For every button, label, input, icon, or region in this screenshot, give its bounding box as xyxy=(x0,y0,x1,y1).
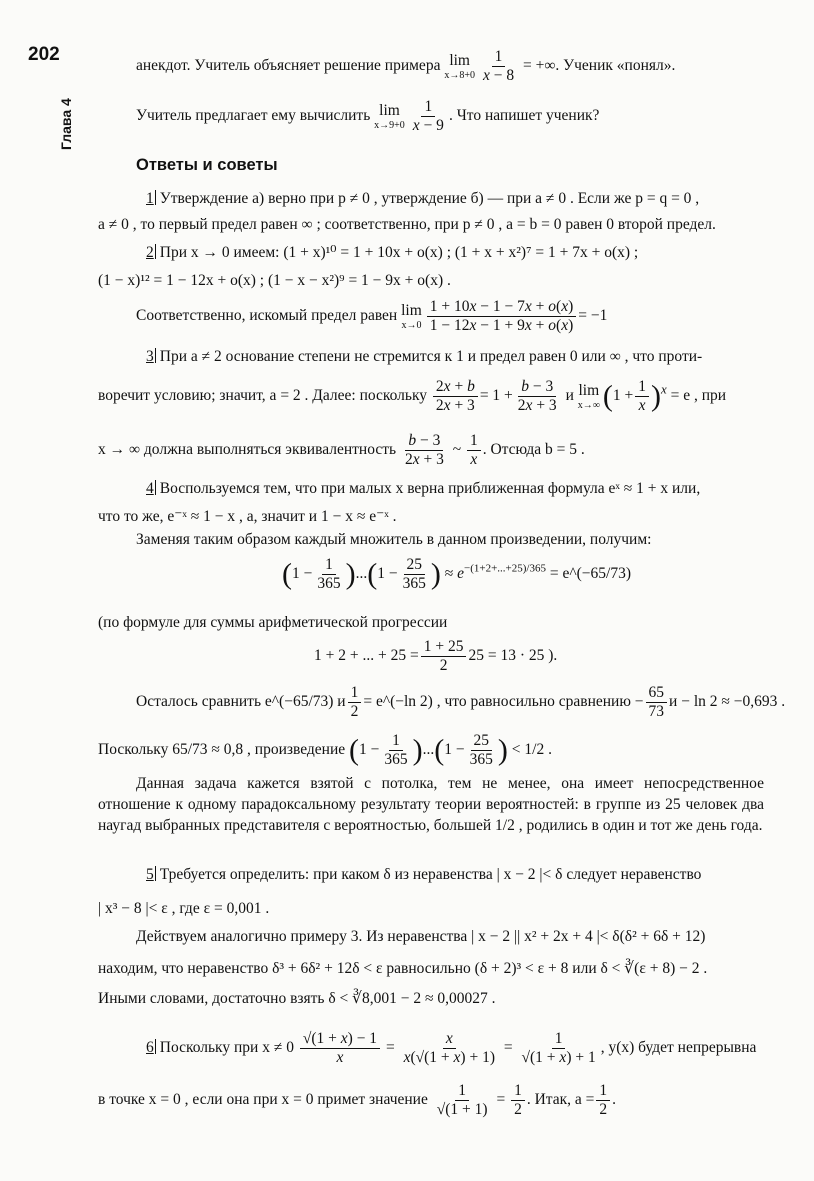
answer-4-line-6 xyxy=(136,684,785,721)
answer-2-line-3 xyxy=(136,298,607,335)
fraction: $\frac{1}{2}$ xyxy=(596,1082,610,1119)
fraction: $\frac{1}{x - 8}$ xyxy=(482,48,515,84)
answer-text: в точке x = 0 , если она при x = 0 примет значение xyxy=(98,1090,428,1108)
fraction: $\frac{1}{x}$ xyxy=(635,378,649,415)
answer-number: 4 xyxy=(146,480,154,497)
fraction: $\frac{1}{x - 9}$ xyxy=(412,98,444,134)
answer-text: = e^(−ln 2) , что равносильно сравнению − xyxy=(363,692,644,710)
fraction: $\frac{25}{365}$ xyxy=(469,732,493,768)
fraction: $\frac{x}{x(√(1 + x) + 1)}$ xyxy=(403,1030,495,1066)
fraction: $\frac{1 + 10x - 1 - 7x + o(x)}{1 - 12x - 1 + 9x + o(x)}$ xyxy=(427,298,577,335)
answer-number: 3 xyxy=(146,348,154,365)
answer-1-line-2: a ≠ 0 , то первый предел равен ∞ ; соответственно, при p ≠ 0 , a = b = 0 равен 0 второй предел. xyxy=(98,216,716,233)
answer-5-line-1 xyxy=(146,866,701,885)
section-heading: Ответы и советы xyxy=(136,156,278,174)
answer-6-line-1: 6 Поскольку при x ≠ 0 $\frac{√(1 + x) - 1}{x}$ = $\frac{x}{x(√(1 + x) + 1)}$ = $\frac{1}{√(1 + x) + 1}$ , y(x) будет непрерывна xyxy=(146,1030,757,1066)
fraction: $\frac{1}{2}$ xyxy=(511,1082,525,1119)
answer-4-line-1 xyxy=(146,480,700,499)
intro-text: анекдот. Учитель объясняет решение примера xyxy=(136,56,441,74)
fraction: $\frac{b - 3}{2x + 3}$ xyxy=(404,432,444,468)
intro-text: Учитель предлагает ему вычислить xyxy=(136,106,371,124)
page-number: 202 xyxy=(28,44,60,65)
answer-text: = e , при xyxy=(670,386,727,404)
answer-5-line-5: Иными словами, достаточно взять δ < ∛8,001 − 2 ≈ 0,00027 . xyxy=(98,990,496,1007)
answer-4-formula: (1 − $\frac{1}{365}$ )...(1 − $\frac{25}{365}$ ) ≈ $e^{-(1+2+...+25)/365}$ = e^(−65/73) xyxy=(282,556,631,592)
answer-text: 25 = 13 · 25 ). xyxy=(468,646,558,664)
fraction: $\frac{1}{365}$ xyxy=(317,556,341,592)
answer-3-line-3: x → ∞ должна выполняться эквивалентность $\frac{b - 3}{2x + 3}$ ~ $\frac{1}{x}$ . Отсюда b = 5 . xyxy=(98,432,585,468)
answer-4-line-7: Поскольку 65/73 ≈ 0,8 , произведение (1 − $\frac{1}{365}$ )...(1 − $\frac{25}{365}$ ) < 1/2 . xyxy=(98,732,552,768)
answer-text: Утверждение а) верно при p ≠ 0 , утверждение б) — при a ≠ 0 . Если же p = q = 0 , xyxy=(159,190,700,207)
answer-number: 6 xyxy=(146,1038,154,1056)
answer-number: 1 xyxy=(146,190,154,207)
answer-text: x → ∞ должна выполняться эквивалентность xyxy=(98,440,397,458)
intro-text: . Что напишет ученик? xyxy=(448,106,600,124)
answer-5-line-3: Действуем аналогично примеру 3. Из неравенства | x − 2 || x² + 2x + 4 |< δ(δ² + 6δ + 12) xyxy=(136,928,706,945)
answer-text: воречит условию; значит, a = 2 . Далее: поскольку xyxy=(98,386,428,404)
fraction: $\frac{2x + b}{2x + 3}$ xyxy=(433,378,478,415)
answer-4-line-5 xyxy=(314,638,557,675)
fraction: $\frac{1}{√(1 + x) + 1}$ xyxy=(521,1030,596,1066)
answer-5-line-2: | x³ − 8 |< ε , где ε = 0,001 . xyxy=(98,900,270,917)
answer-3-line-1 xyxy=(146,348,702,367)
intro-line-1: анекдот. Учитель объясняет решение примера lim x→8+0 $\frac{1}{x - 8}$ = +∞. Ученик «понял». xyxy=(136,48,676,84)
answer-number: 2 xyxy=(146,244,154,261)
answer-text: При a ≠ 2 основание степени не стремится к 1 и предел равен 0 или ∞ , что проти- xyxy=(159,348,703,365)
fraction: $\frac{25}{365}$ xyxy=(402,556,426,592)
answer-text: и xyxy=(565,386,574,404)
fraction: $\frac{65}{73}$ xyxy=(646,684,668,721)
answer-text: < 1/2 . xyxy=(511,740,552,758)
answer-text: = e^(−65/73) xyxy=(549,564,631,582)
limit: lim x→0 xyxy=(401,302,422,331)
answer-text: . Отсюда b = 5 . xyxy=(482,440,585,458)
limit: lim x→8+0 xyxy=(444,52,475,81)
answer-text: Осталось сравнить e^(−65/73) и xyxy=(136,692,346,710)
answer-1-line-1 xyxy=(146,190,699,209)
chapter-label: Глава 4 xyxy=(58,98,74,150)
answer-text: = −1 xyxy=(578,306,608,324)
answer-text: и − ln 2 ≈ −0,693 . xyxy=(669,692,786,710)
intro-line-2 xyxy=(136,98,599,135)
answer-2-line-2: (1 − x)¹² = 1 − 12x + o(x) ; (1 − x − x²)⁹ = 1 − 9x + o(x) . xyxy=(98,272,451,289)
answer-text: Поскольку 65/73 ≈ 0,8 , произведение xyxy=(98,740,346,758)
answer-text: = 1 + xyxy=(479,386,513,404)
answer-3-line-2: воречит условию; значит, a = 2 . Далее: поскольку $\frac{2x + b}{2x + 3}$ = 1 + $\frac{b - 3}{2x + 3}$ и lim x→∞ (1 + $\frac{1}{x}$ )$^x$ = e , при xyxy=(98,378,727,414)
limit: lim x→∞ xyxy=(577,382,600,411)
answer-text: , y(x) будет непрерывна xyxy=(600,1038,757,1056)
answer-text: Воспользуемся тем, что при малых x верна приближенная формула eˣ ≈ 1 + x или, xyxy=(159,480,701,497)
answer-4-line-3: Заменяя таким образом каждый множитель в данном произведении, получим: xyxy=(136,531,652,548)
fraction: $\frac{1}{2}$ xyxy=(348,684,362,721)
fraction: $\frac{1 + 25}{2}$ xyxy=(421,638,467,675)
answer-4-line-2: что то же, e⁻ˣ ≈ 1 − x , а, значит и 1 − x ≈ e⁻ˣ . xyxy=(98,508,397,525)
intro-text: . Ученик «понял». xyxy=(555,56,676,74)
answer-4-line-4: (по формуле для суммы арифметической прогрессии xyxy=(98,614,448,631)
answer-text: Требуется определить: при каком δ из неравенства | x − 2 |< δ следует неравенство xyxy=(159,866,702,883)
answer-text: Соответственно, искомый предел равен xyxy=(136,306,398,324)
answer-2-line-1 xyxy=(146,244,638,263)
fraction: $\frac{b - 3}{2x + 3}$ xyxy=(517,378,557,414)
fraction: $\frac{√(1 + x) - 1}{x}$ xyxy=(300,1030,380,1067)
fraction: $\frac{1}{x}$ xyxy=(467,432,481,469)
answer-text: . Итак, a = xyxy=(526,1090,595,1108)
limit: lim x→9+0 xyxy=(374,102,405,131)
answer-4-paragraph: Данная задача кажется взятой с потолка, тем не менее, она имеет непосредственное отношение к одному парадоксальному результату теории вероятностей: в группе из 25 человек два наугад выбранных представителя с вероятностью, большей 1/2 , родились в один и тот же день года. xyxy=(98,775,764,834)
answer-6-line-2: в точке x = 0 , если она при x = 0 примет значение $\frac{1}{√(1 + 1)}$ = $\frac{1}{2}$ . Итак, a = $\frac{1}{2}$ . xyxy=(98,1082,617,1118)
fraction: $\frac{1}{√(1 + 1)}$ xyxy=(436,1082,488,1118)
fraction: $\frac{1}{365}$ xyxy=(384,732,408,768)
answer-text: 1 + 2 + ... + 25 = xyxy=(314,646,419,664)
answer-5-line-4: находим, что неравенство δ³ + 6δ² + 12δ < ε равносильно (δ + 2)³ < ε + 8 или δ < ∛(ε + 8) − 2 . xyxy=(98,960,708,977)
answer-number: 5 xyxy=(146,866,154,883)
answer-text: Поскольку при x ≠ 0 xyxy=(159,1038,294,1056)
answer-text: При x → 0 имеем: (1 + x)¹⁰ = 1 + 10x + o(x) ; (1 + x + x²)⁷ = 1 + 7x + o(x) ; xyxy=(159,244,639,261)
